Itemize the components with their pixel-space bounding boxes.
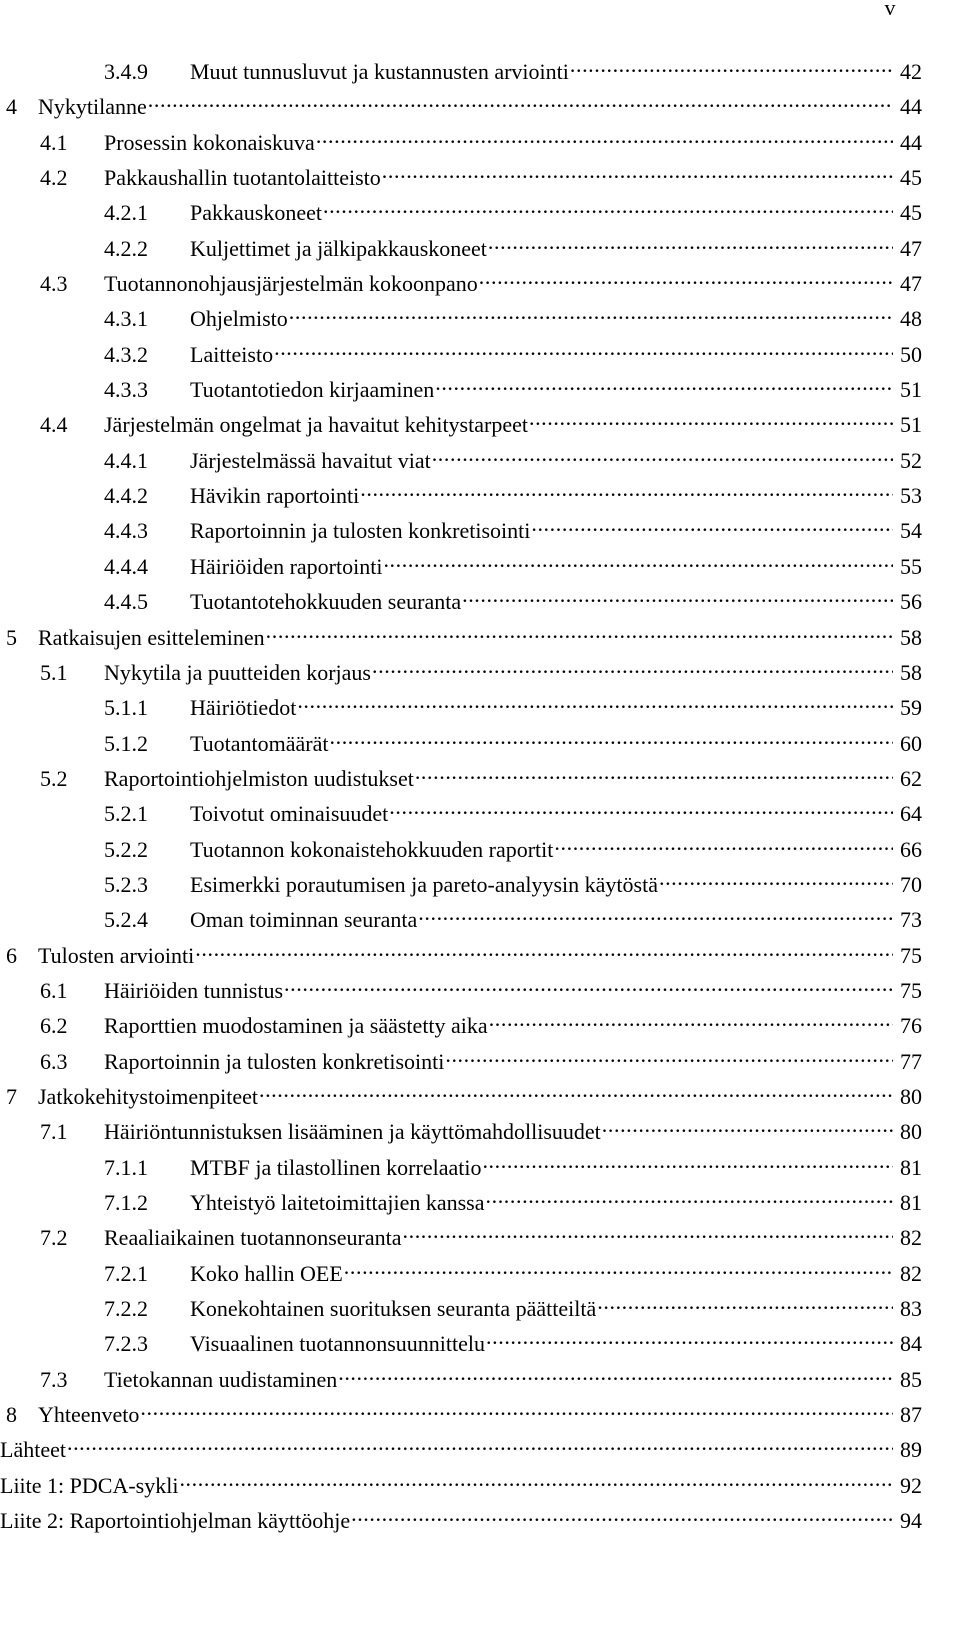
toc-entry-number: 7.1 <box>40 1119 68 1145</box>
toc-entry-number: 5.1 <box>40 659 68 685</box>
toc-entry-number: 5.1.1 <box>104 695 148 721</box>
toc-entry-number: 5.1.2 <box>104 730 148 756</box>
toc-entry-title: Laitteisto <box>190 341 274 367</box>
dot-leader <box>179 1471 893 1493</box>
toc-entry-title: Lähteet <box>0 1437 66 1463</box>
toc-entry-title: Raportointiohjelmiston uudistukset <box>104 765 414 791</box>
toc-entry[interactable] <box>0 195 922 230</box>
table-of-contents <box>0 54 922 1538</box>
toc-entry-page: 50 <box>900 341 922 367</box>
toc-entry[interactable] <box>0 938 922 973</box>
toc-entry-number: 7.1.2 <box>104 1190 148 1215</box>
dot-leader <box>403 1223 894 1245</box>
dot-leader <box>659 870 893 892</box>
toc-entry-page: 77 <box>900 1048 922 1074</box>
dot-leader <box>289 304 893 326</box>
toc-entry-page: 94 <box>900 1508 922 1534</box>
toc-entry-title: Muut tunnusluvut ja kustannusten arviointi <box>190 59 569 84</box>
toc-entry[interactable] <box>0 372 922 407</box>
toc-entry-number: 3.4.9 <box>104 59 148 84</box>
toc-entry[interactable] <box>0 1291 922 1326</box>
toc-entry-page: 58 <box>900 659 922 685</box>
toc-entry-title: Konekohtainen suorituksen seuranta päätteiltä <box>190 1296 597 1322</box>
toc-entry-title: Visuaalinen tuotannonsuunnittelu <box>190 1331 486 1357</box>
toc-entry[interactable] <box>0 407 922 442</box>
toc-entry-title: Esimerkki porautumisen ja pareto-analyysin käytöstä <box>190 871 658 897</box>
dot-leader <box>316 128 893 150</box>
toc-entry-number: 4.4 <box>40 412 68 438</box>
dot-leader <box>482 1153 893 1175</box>
dot-leader <box>140 1400 893 1422</box>
toc-entry-title: Häiriöntunnistuksen lisääminen ja käyttömahdollisuudet <box>104 1119 601 1145</box>
toc-entry[interactable] <box>0 761 922 796</box>
dot-leader <box>274 340 893 362</box>
dot-leader <box>432 446 893 468</box>
toc-entry-page: 89 <box>900 1437 922 1463</box>
toc-entry-page: 76 <box>900 1013 922 1039</box>
dot-leader <box>360 481 893 503</box>
toc-entry-number: 4.1 <box>40 129 68 155</box>
toc-entry-title: Reaaliaikainen tuotannonseuranta <box>104 1225 402 1251</box>
toc-entry-number: 7.2.3 <box>104 1331 148 1357</box>
toc-entry-number: 5.2.3 <box>104 871 148 897</box>
toc-entry-page: 47 <box>900 235 922 261</box>
toc-entry-page: 52 <box>900 447 922 473</box>
toc-entry-number: 5.2.4 <box>104 907 148 933</box>
toc-entry-page: 45 <box>900 165 922 191</box>
dot-leader <box>462 587 893 609</box>
dot-leader <box>323 198 893 220</box>
toc-entry-page: 62 <box>900 765 922 791</box>
toc-entry-page: 81 <box>900 1190 922 1215</box>
toc-entry-title: Oman toiminnan seuranta <box>190 907 418 933</box>
toc-entry[interactable] <box>0 231 922 266</box>
toc-entry[interactable] <box>0 1079 922 1114</box>
toc-entry[interactable] <box>0 1397 922 1432</box>
dot-leader <box>259 1082 893 1104</box>
toc-entry-number: 7 <box>6 1083 17 1109</box>
toc-entry[interactable] <box>0 160 922 195</box>
toc-entry[interactable] <box>0 337 922 372</box>
toc-entry-title: Häiriötiedot <box>190 695 297 721</box>
toc-entry-number: 4.3.3 <box>104 377 148 403</box>
toc-entry-title: Jatkokehitystoimenpiteet <box>38 1083 258 1109</box>
toc-entry-page: 84 <box>900 1331 922 1357</box>
toc-entry-number: 5.2.1 <box>104 801 148 827</box>
toc-entry[interactable] <box>0 832 922 867</box>
dot-leader <box>529 410 893 432</box>
toc-entry-number: 5 <box>6 624 17 650</box>
toc-entry-page: 82 <box>900 1260 922 1286</box>
toc-entry[interactable] <box>0 1503 922 1538</box>
toc-entry-number: 6.2 <box>40 1013 68 1039</box>
toc-entry-number: 4.4.3 <box>104 518 148 544</box>
dot-leader <box>383 552 893 574</box>
toc-entry-title: Tuotantomäärät <box>190 730 329 756</box>
toc-entry[interactable] <box>0 89 922 124</box>
toc-entry-page: 64 <box>900 801 922 827</box>
dot-leader <box>486 1188 894 1210</box>
toc-entry-page: 51 <box>900 412 922 438</box>
toc-entry-title: Nykytila ja puutteiden korjaus <box>104 659 371 685</box>
toc-entry-title: Raportoinnin ja tulosten konkretisointi <box>104 1048 445 1074</box>
toc-entry-number: 7.2.2 <box>104 1296 148 1322</box>
dot-leader <box>418 905 893 927</box>
toc-entry-page: 75 <box>900 942 922 968</box>
dot-leader <box>486 1329 893 1351</box>
toc-entry-page: 80 <box>900 1083 922 1109</box>
toc-entry[interactable] <box>0 867 922 902</box>
toc-entry-title: Koko hallin OEE <box>190 1260 343 1286</box>
toc-entry-page: 58 <box>900 624 922 650</box>
dot-leader <box>372 658 893 680</box>
toc-entry[interactable] <box>0 1432 922 1467</box>
toc-entry-page: 73 <box>900 907 922 933</box>
toc-entry-number: 4 <box>6 94 17 120</box>
toc-entry[interactable] <box>0 796 922 831</box>
dot-leader <box>602 1117 893 1139</box>
toc-entry-title: Pakkaushallin tuotantolaitteisto <box>104 165 381 191</box>
toc-entry-page: 54 <box>900 518 922 544</box>
toc-entry-page: 92 <box>900 1472 922 1498</box>
toc-entry[interactable] <box>0 584 922 619</box>
toc-entry-title: Tietokannan uudistaminen <box>104 1366 338 1392</box>
toc-entry-number: 6.1 <box>40 977 68 1003</box>
toc-entry-title: Hävikin raportointi <box>190 483 360 509</box>
toc-entry-title: Järjestelmän ongelmat ja havaitut kehitystarpeet <box>104 412 528 438</box>
dot-leader <box>415 764 893 786</box>
toc-entry-number: 4.4.2 <box>104 483 148 509</box>
toc-entry-number: 6 <box>6 942 17 968</box>
toc-entry[interactable] <box>0 443 922 478</box>
toc-entry[interactable] <box>0 973 922 1008</box>
toc-entry-title: Nykytilanne <box>38 94 147 120</box>
toc-entry[interactable] <box>0 549 922 584</box>
toc-entry-page: 44 <box>900 94 922 120</box>
toc-entry[interactable] <box>0 620 922 655</box>
dot-leader <box>338 1365 893 1387</box>
toc-entry[interactable] <box>0 54 922 89</box>
toc-entry-number: 8 <box>6 1402 17 1428</box>
dot-leader <box>570 57 893 79</box>
toc-entry-title: Raportoinnin ja tulosten konkretisointi <box>190 518 531 544</box>
dot-leader <box>297 693 893 715</box>
dot-leader <box>148 92 893 114</box>
toc-entry-title: Järjestelmässä havaitut viat <box>190 447 431 473</box>
dot-leader <box>351 1506 893 1528</box>
toc-entry-title: Yhteenveto <box>38 1402 140 1428</box>
toc-entry-title: Tulosten arviointi <box>38 942 195 968</box>
toc-entry-number: 4.3 <box>40 271 68 297</box>
toc-entry[interactable] <box>0 1220 922 1255</box>
toc-entry-number: 7.2.1 <box>104 1260 148 1286</box>
toc-entry-title: Tuotantotehokkuuden seuranta <box>190 589 462 615</box>
toc-entry-page: 48 <box>900 306 922 332</box>
dot-leader <box>479 269 893 291</box>
toc-entry-title: Tuotantotiedon kirjaaminen <box>190 377 435 403</box>
toc-entry-page: 51 <box>900 377 922 403</box>
toc-entry-number: 4.2 <box>40 165 68 191</box>
dot-leader <box>382 163 893 185</box>
toc-entry[interactable] <box>0 726 922 761</box>
toc-entry-title: Tuotannon kokonaistehokkuuden raportit <box>190 836 554 862</box>
toc-entry[interactable] <box>0 125 922 160</box>
page-number: v <box>884 0 896 20</box>
toc-entry-title: Ratkaisujen esitteleminen <box>38 624 265 650</box>
dot-leader <box>445 1047 893 1069</box>
dot-leader <box>266 623 893 645</box>
toc-entry-title: Häiriöiden raportointi <box>190 553 383 579</box>
toc-entry-title: Prosessin kokonaiskuva <box>104 129 315 155</box>
toc-entry-number: 4.2.1 <box>104 200 148 226</box>
toc-entry-page: 83 <box>900 1296 922 1322</box>
toc-entry-title: Toivotut ominaisuudet <box>190 801 389 827</box>
toc-entry[interactable] <box>0 1008 922 1043</box>
toc-entry-page: 55 <box>900 553 922 579</box>
toc-entry-number: 4.4.5 <box>104 589 148 615</box>
toc-entry[interactable] <box>0 1468 922 1503</box>
toc-entry[interactable] <box>0 478 922 513</box>
toc-entry-title: Yhteistyö laitetoimittajien kanssa <box>190 1190 485 1215</box>
toc-entry-page: 87 <box>900 1402 922 1428</box>
toc-entry[interactable] <box>0 1044 922 1079</box>
toc-entry[interactable] <box>0 1362 922 1397</box>
toc-entry-page: 53 <box>900 483 922 509</box>
toc-entry-page: 75 <box>900 977 922 1003</box>
toc-entry[interactable] <box>0 513 922 548</box>
toc-entry-number: 4.4.4 <box>104 553 148 579</box>
toc-entry-page: 66 <box>900 836 922 862</box>
toc-entry-title: Ohjelmisto <box>190 306 288 332</box>
toc-entry-title: Kuljettimet ja jälkipakkauskoneet <box>190 235 487 261</box>
toc-entry-number: 7.3 <box>40 1366 68 1392</box>
toc-entry[interactable] <box>0 655 922 690</box>
dot-leader <box>284 976 893 998</box>
toc-entry-page: 80 <box>900 1119 922 1145</box>
toc-entry-page: 60 <box>900 730 922 756</box>
toc-entry[interactable] <box>0 902 922 937</box>
dot-leader <box>488 234 893 256</box>
toc-entry[interactable] <box>0 1326 922 1361</box>
dot-leader <box>344 1259 893 1281</box>
toc-entry[interactable] <box>0 301 922 336</box>
toc-entry-page: 81 <box>900 1154 922 1180</box>
toc-entry-number: 7.1.1 <box>104 1154 148 1180</box>
toc-entry-number: 4.2.2 <box>104 235 148 261</box>
toc-entry-number: 5.2 <box>40 765 68 791</box>
toc-entry-page: 47 <box>900 271 922 297</box>
dot-leader <box>389 799 893 821</box>
toc-entry-number: 6.3 <box>40 1048 68 1074</box>
toc-entry[interactable] <box>0 1114 922 1149</box>
toc-entry[interactable] <box>0 1256 922 1291</box>
toc-entry-number: 4.3.1 <box>104 306 148 332</box>
toc-entry-page: 45 <box>900 200 922 226</box>
toc-entry-page: 70 <box>900 871 922 897</box>
toc-entry-number: 5.2.2 <box>104 836 148 862</box>
toc-entry-number: 4.4.1 <box>104 447 148 473</box>
toc-entry[interactable] <box>0 1150 922 1185</box>
dot-leader <box>489 1011 893 1033</box>
dot-leader <box>597 1294 893 1316</box>
dot-leader <box>195 941 893 963</box>
toc-entry-page: 56 <box>900 589 922 615</box>
toc-entry-title: Häiriöiden tunnistus <box>104 977 284 1003</box>
toc-entry-title: Liite 2: Raportointiohjelman käyttöohje <box>0 1508 351 1534</box>
dot-leader <box>330 729 894 751</box>
toc-entry[interactable] <box>0 690 922 725</box>
toc-entry-page: 85 <box>900 1366 922 1392</box>
toc-entry-page: 59 <box>900 695 922 721</box>
toc-entry-page: 82 <box>900 1225 922 1251</box>
toc-entry-number: 7.2 <box>40 1225 68 1251</box>
toc-entry-title: Tuotannonohjausjärjestelmän kokoonpano <box>104 271 478 297</box>
toc-entry-title: Pakkauskoneet <box>190 200 322 226</box>
toc-entry[interactable] <box>0 266 922 301</box>
toc-entry-page: 44 <box>900 129 922 155</box>
toc-entry-title: Raporttien muodostaminen ja säästetty aika <box>104 1013 488 1039</box>
toc-entry-page: 42 <box>900 59 922 84</box>
dot-leader <box>435 375 893 397</box>
toc-entry[interactable] <box>0 1185 922 1220</box>
toc-entry-title: MTBF ja tilastollinen korrelaatio <box>190 1154 482 1180</box>
dot-leader <box>531 516 893 538</box>
toc-entry-title: Liite 1: PDCA-sykli <box>0 1472 179 1498</box>
toc-entry-number: 4.3.2 <box>104 341 148 367</box>
dot-leader <box>67 1435 893 1457</box>
dot-leader <box>554 835 893 857</box>
